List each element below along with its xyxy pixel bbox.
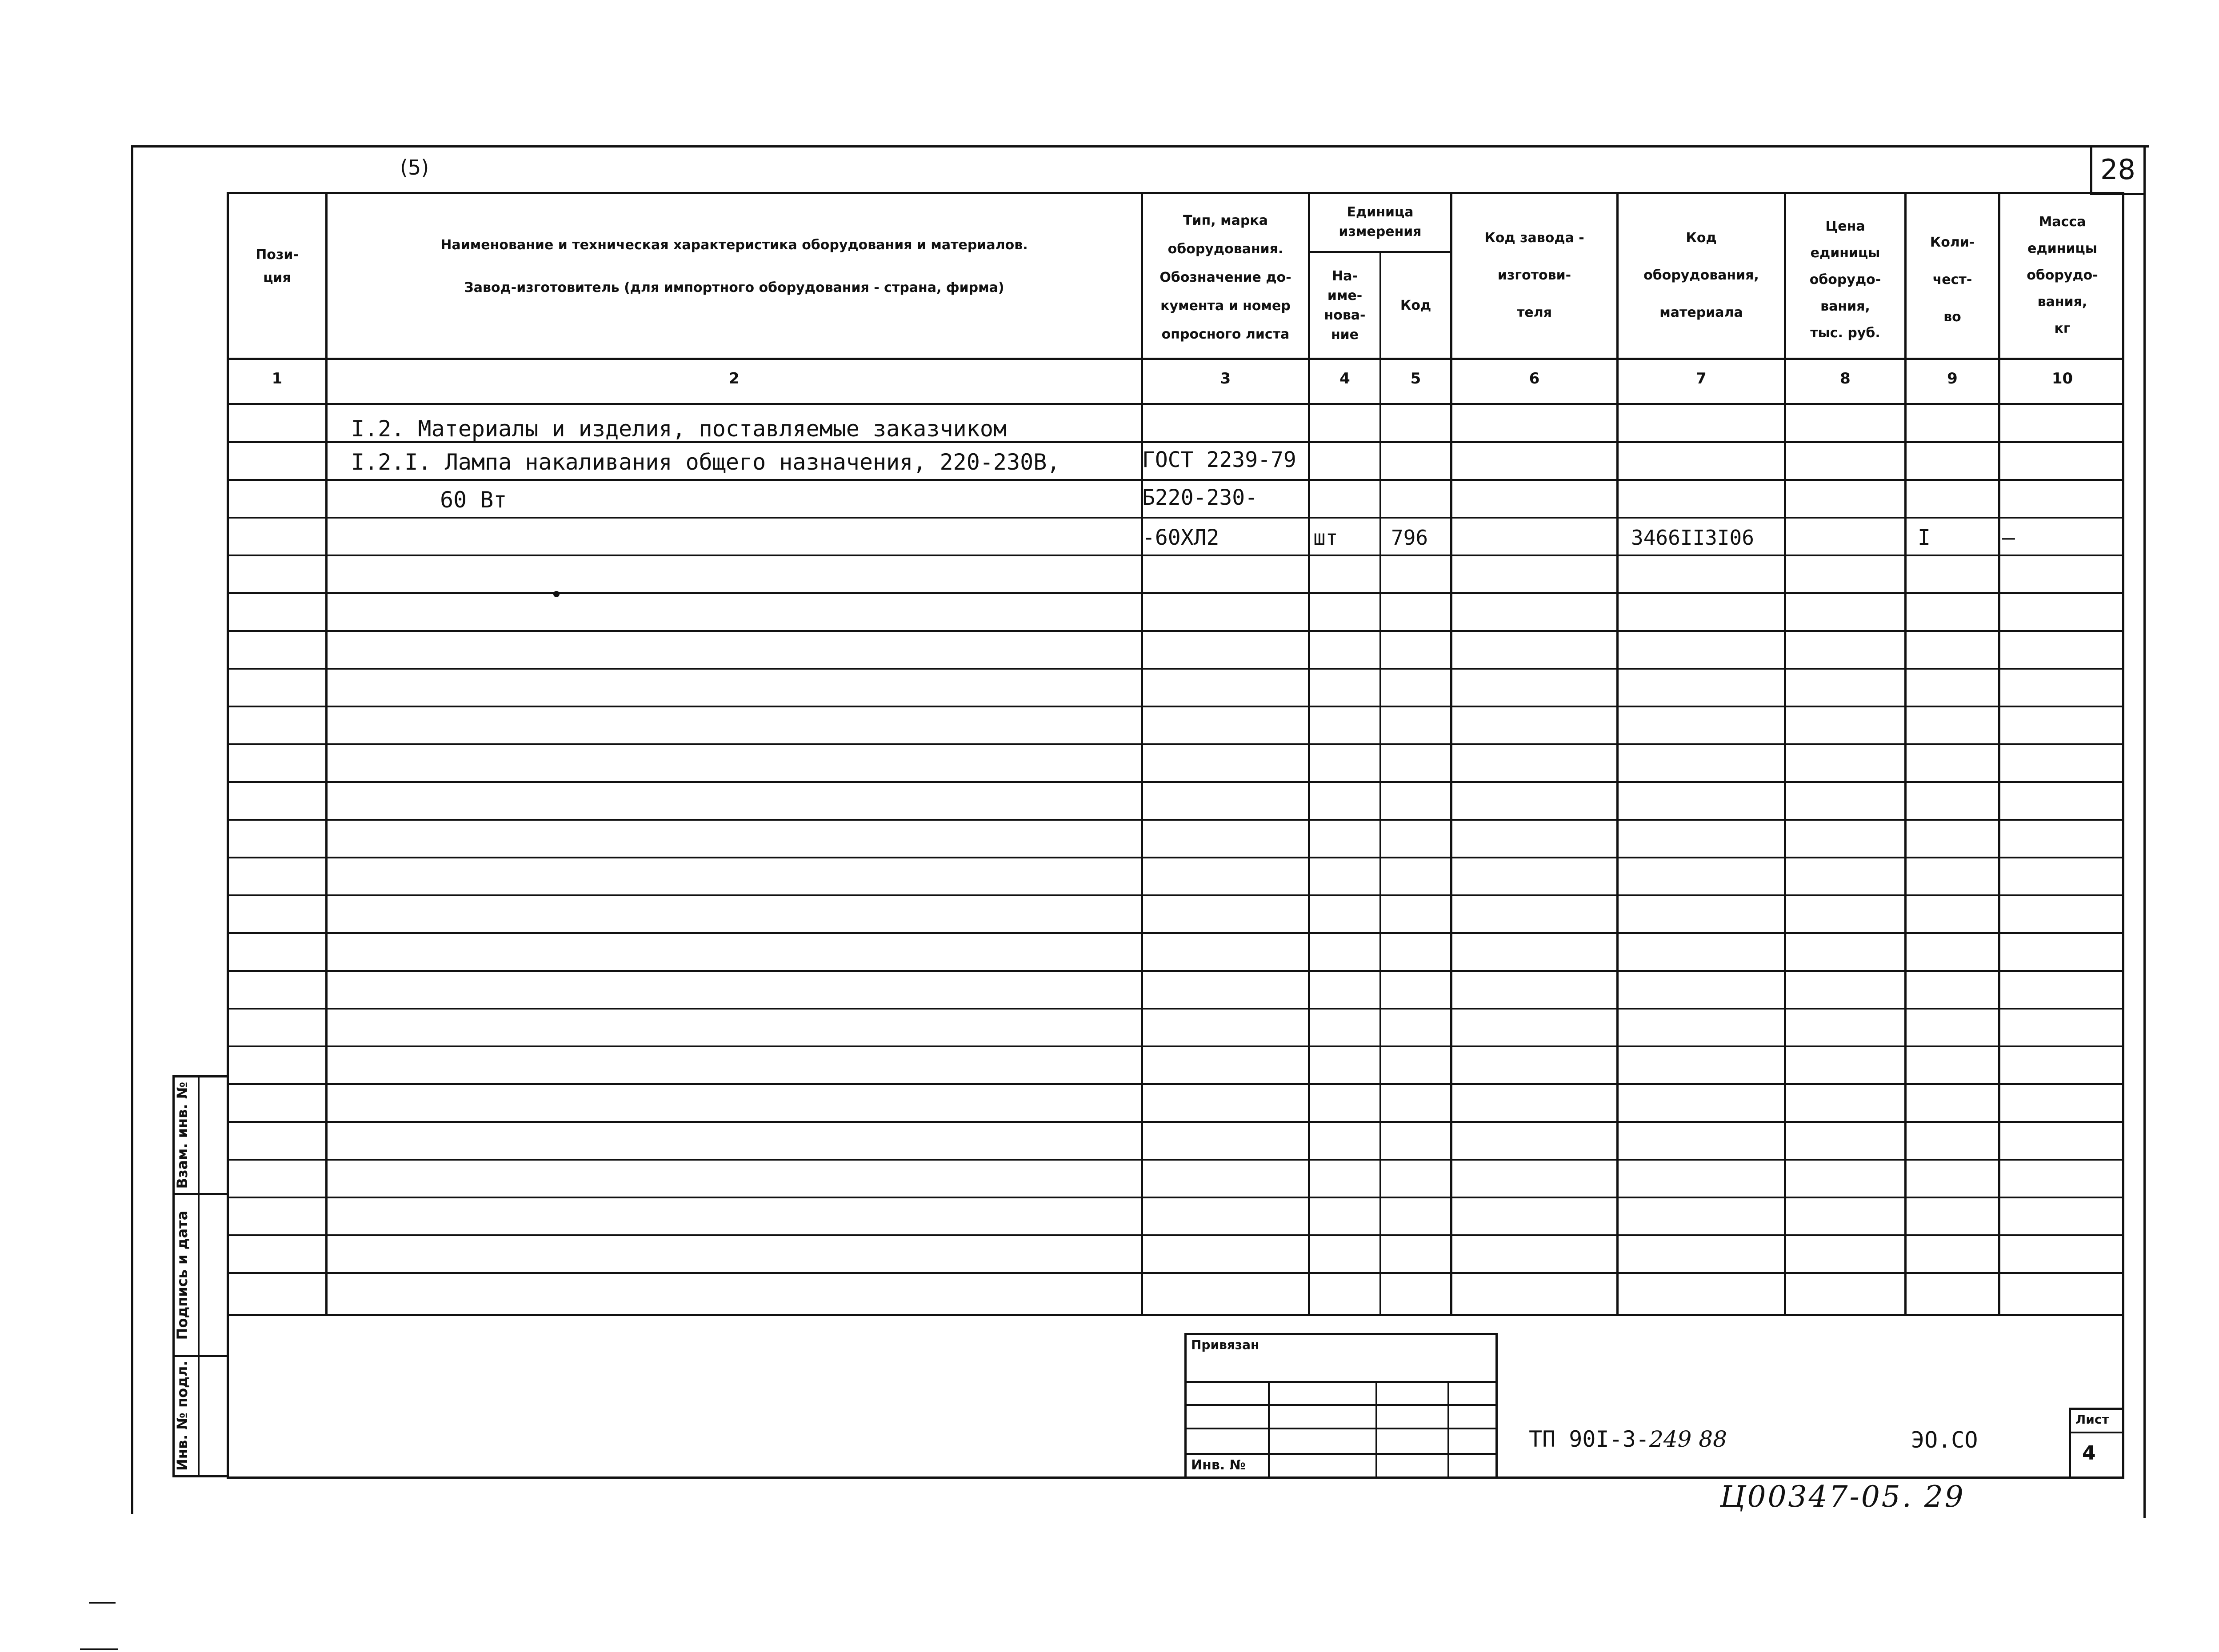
side-inv-no: Взам. инв. № [174,1081,191,1189]
row-line [227,1008,2124,1010]
row4-type: -60ХЛ2 [1142,525,1219,550]
spec-table [227,192,2124,1316]
col-line-9 [1998,192,2000,1316]
doc-code-handwritten: 249 88 [1649,1426,1727,1452]
bottom-line [227,1476,2124,1479]
frame-top-line [131,145,2149,148]
attached-col-2 [1375,1381,1377,1479]
header-price: Цена единицы оборудо- вания, тыс. руб. [1809,219,1881,341]
side-stamp-line-1 [172,1193,229,1195]
side-stamp-divider [198,1075,200,1477]
row-line [227,781,2124,783]
attached-line-3 [1184,1428,1498,1429]
row4-mass: – [2002,525,2015,550]
corner-number: (5) [400,156,429,180]
row4-quantity: I [1918,525,1931,550]
colnum-4: 4 [1339,370,1350,387]
doc-code [1529,1426,1727,1452]
row4-material-code: 3466II3I06 [1631,526,1754,550]
colnum-1: 1 [272,370,283,387]
row3-name: 60 Вт [440,487,507,513]
sheet-box-line [2069,1432,2124,1433]
header-material-code: Код оборудования, материала [1643,230,1759,320]
margin-dot [553,591,560,597]
row-line [227,743,2124,745]
header-name: Наименование и техническая характеристика оборудования и материалов. Завод-изготовитель (для импортного оборудования - страна, фирма) [440,237,1028,295]
header-position: Пози- ция [256,247,299,286]
frame-right-line [2143,145,2146,1518]
header-bottom-line [227,358,2124,360]
row3-type: Б220-230- [1142,485,1258,510]
row-line [227,706,2124,707]
header-unit-name: На- име- нова- ние [1324,268,1366,343]
row-line [227,894,2124,896]
row-line [227,592,2124,594]
unit-group-line [1308,251,1452,253]
section-code: ЭО.СО [1911,1427,1978,1453]
row-line [227,668,2124,670]
header-mass: Масса единицы оборудо- вания, кг [2027,214,2098,336]
col-line-6 [1616,192,1619,1316]
attached-inv-no: Инв. № [1191,1457,1246,1473]
top-page-number: 28 [2100,153,2135,186]
side-inv-orig: Инв. № подл. [174,1361,191,1471]
colnum-3: 3 [1220,370,1231,387]
row-line [227,1121,2124,1123]
header-type: Тип, марка оборудования. Обозначение до- кумента и номер опросного листа [1159,213,1291,342]
margin-mark [89,1602,116,1604]
margin-mark [80,1648,118,1650]
row-line [227,1272,2124,1274]
attached-line-4 [1184,1453,1498,1455]
colnum-6: 6 [1529,370,1540,387]
side-sign-date: Подпись и дата [174,1210,191,1340]
attached-col-1 [1268,1381,1270,1479]
colnum-8: 8 [1840,370,1851,387]
attached-col-3 [1447,1381,1449,1479]
row-line [227,932,2124,934]
header-unit-group: Единица измерения [1339,204,1422,239]
bottom-left-line [227,1316,229,1479]
col-line-7 [1784,192,1786,1316]
top-page-number-box [2090,145,2146,195]
colnum-2: 2 [729,370,740,387]
row-line [227,555,2124,556]
colnum-bottom-line [227,403,2124,405]
attached-block [1184,1333,1498,1479]
row-line [227,857,2124,858]
row4-unit-code: 796 [1391,526,1428,550]
col-line-4 [1379,251,1381,1316]
col-line-1 [325,192,328,1316]
row-line [227,1159,2124,1161]
row-line [227,1234,2124,1236]
colnum-10: 10 [2051,370,2073,387]
row2-name: I.2.I. Лампа накаливания общего назначения, 220-230В, [351,449,1060,475]
row2-type: ГОСТ 2239-79 [1142,447,1296,472]
header-plant-code: Код завода - изготови- теля [1484,230,1584,320]
row-line [227,517,2124,519]
colnum-9: 9 [1947,370,1958,387]
row4-unit: шт [1313,526,1338,550]
row1-name: I.2. Материалы и изделия, поставляемые заказчиком [351,416,1007,442]
row-line [227,1045,2124,1047]
archive-number: Ц00347-05. 29 [1720,1480,1965,1514]
row-line [227,970,2124,972]
attached-line-2 [1184,1404,1498,1406]
colnum-5: 5 [1410,370,1421,387]
sheet-number: 4 [2082,1442,2096,1464]
row-line [227,1197,2124,1198]
row-line [227,479,2124,481]
doc-code-printed: ТП 90I-3- [1529,1426,1649,1452]
attached-line-1 [1184,1381,1498,1383]
sheet-label: Лист [2075,1412,2109,1427]
row-line [227,819,2124,821]
header-quantity: Коли- чест- во [1930,235,1975,325]
header-unit-code: Код [1400,297,1431,313]
row-line [227,630,2124,632]
row-line [227,1083,2124,1085]
col-line-8 [1904,192,1907,1316]
frame-left-line [131,145,133,1514]
col-line-2 [1141,192,1143,1316]
colnum-7: 7 [1696,370,1707,387]
col-line-5 [1450,192,1452,1316]
side-stamp-line-2 [172,1355,229,1357]
col-line-3 [1308,192,1310,1316]
attached-label: Привязан [1191,1337,1259,1352]
